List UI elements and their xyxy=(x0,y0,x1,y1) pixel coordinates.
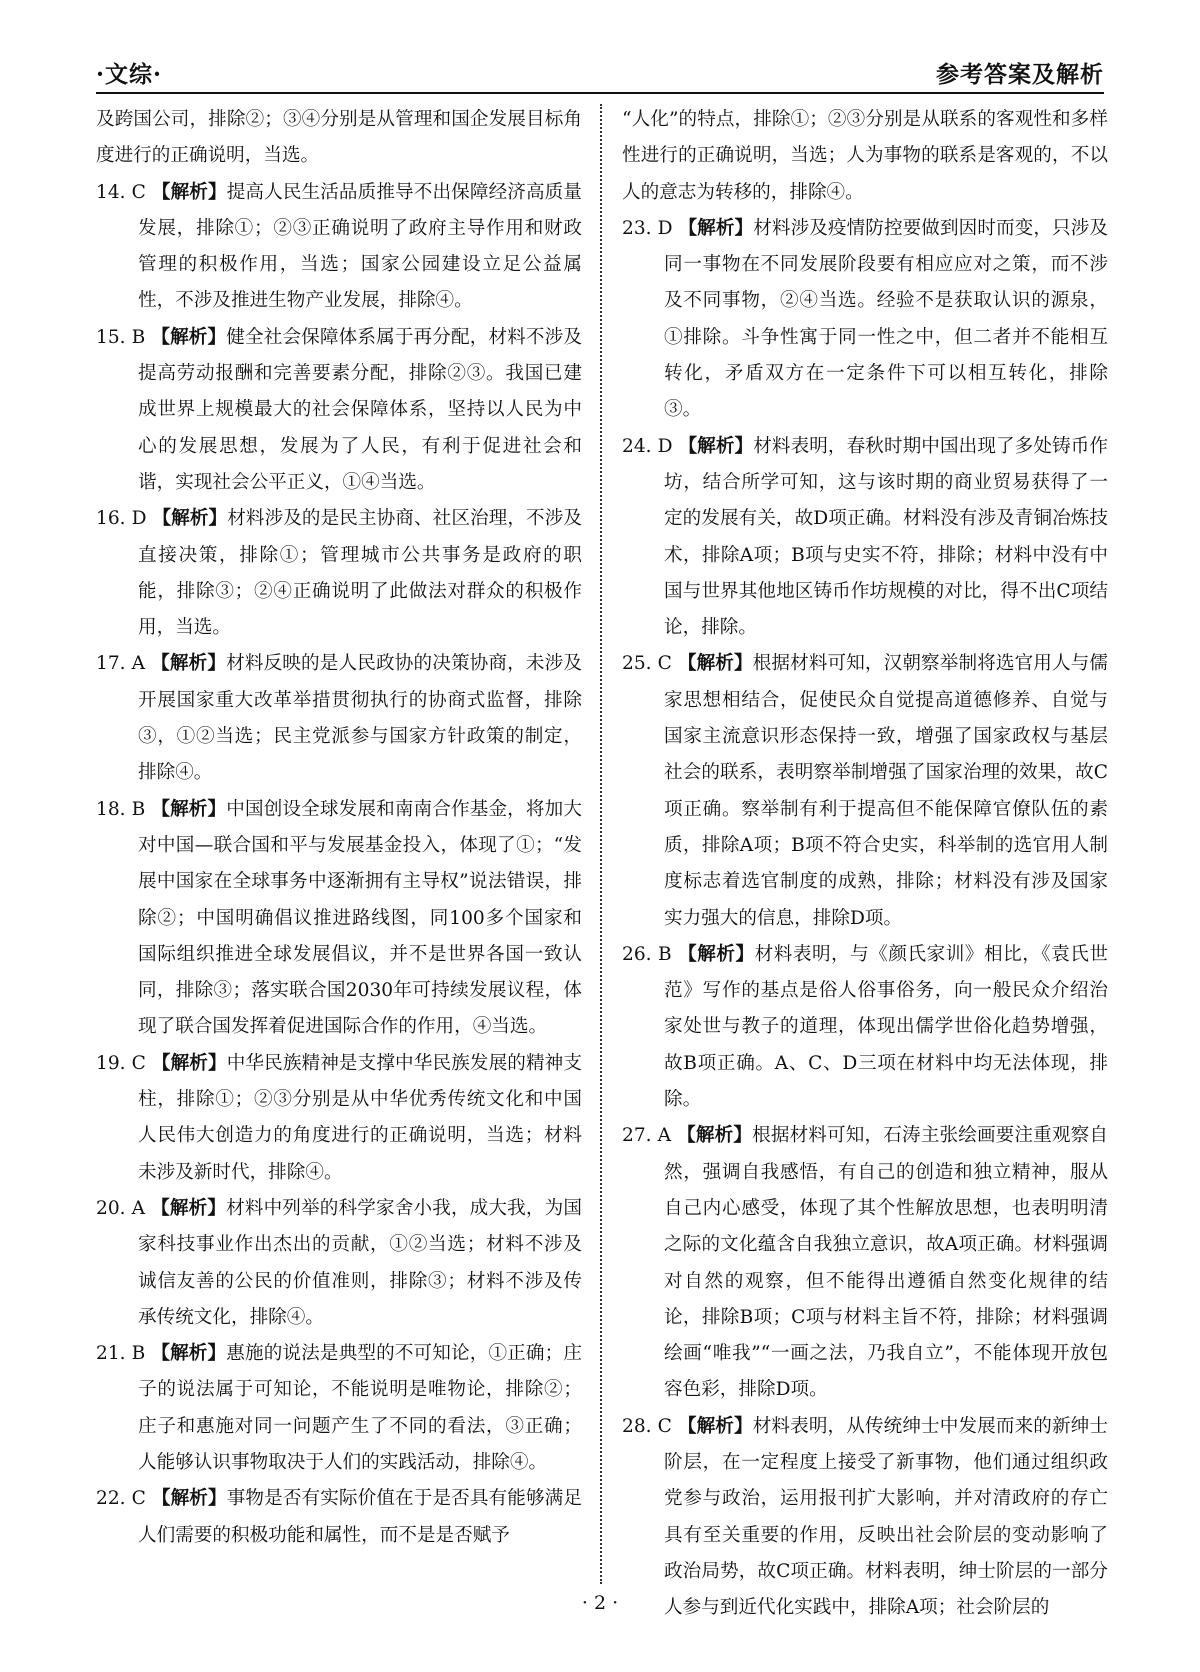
explanation-text: 材料中列举的科学家舍小我，成大我，为国家科技事业作出杰出的贡献，①②当选；材料不涉及诚信友善的公民的价值准则，排除③；材料不涉及传承传统文化，排除④。 xyxy=(138,1197,582,1328)
answer-entry xyxy=(622,429,1108,647)
question-number: 19. xyxy=(96,1052,126,1074)
answer-continuation xyxy=(96,102,582,175)
answer-letter: C xyxy=(131,1488,146,1510)
explanation-text: 惠施的说法是典型的不可知论，①正确；庄子的说法属于可知论，不能说明是唯物论，排除②；庄子和惠施对同一问题产生了不同的看法，③正确；人能够认识事物取决于人们的实践活动，排除④。 xyxy=(138,1343,582,1473)
explanation-text: 材料涉及疫情防控要做到因时而变，只涉及同一事物在不同发展阶段要有相应应对之策，而不涉及不同事物，②④当选。经验不是获取认识的源泉，①排除。斗争性寓于同一性之中，但二者并不能相互转化，矛盾双方在一定条件下可以相互转化，排除③。 xyxy=(664,217,1108,421)
question-number: 15. xyxy=(96,326,126,348)
analysis-tag: 【解析】 xyxy=(152,508,228,530)
answer-entry xyxy=(96,1336,582,1481)
analysis-tag: 【解析】 xyxy=(677,653,753,675)
question-number: 26. xyxy=(622,943,652,965)
question-number: 17. xyxy=(96,653,126,675)
answer-letter: C xyxy=(131,1052,146,1074)
answer-entry xyxy=(96,646,582,791)
answer-letter: B xyxy=(658,943,672,965)
question-number: 27. xyxy=(622,1125,652,1147)
question-number: 14. xyxy=(96,181,126,203)
header-rule xyxy=(96,92,1104,94)
analysis-tag: 【解析】 xyxy=(151,326,227,348)
answer-entry xyxy=(622,211,1108,429)
right-column xyxy=(622,102,1108,1626)
question-number: 23. xyxy=(622,217,652,239)
question-number: 18. xyxy=(96,798,126,820)
answer-entry xyxy=(96,1046,582,1191)
answer-entry xyxy=(622,1118,1108,1408)
explanation-text: 材料表明，春秋时期中国出现了多处铸币作坊，结合所学可知，这与该时期的商业贸易获得了一定的发展有关，故D项正确。材料没有涉及青铜冶炼技术，排除A项；B项与史实不符，排除；材料中没有中国与世界其他地区铸币作坊规模的对比，得不出C项结论，排除。 xyxy=(664,435,1108,639)
answer-entry xyxy=(96,1191,582,1336)
analysis-tag: 【解析】 xyxy=(678,435,754,457)
analysis-tag: 【解析】 xyxy=(151,1343,227,1365)
left-column xyxy=(96,102,582,1554)
page-header xyxy=(96,52,1104,92)
answer-entry xyxy=(622,937,1108,1118)
explanation-text: “人化”的特点，排除①；②③分别是从联系的客观性和多样性进行的正确说明，当选；人为事物的联系是客观的，不以人的意志为转移的，排除④。 xyxy=(622,109,1108,203)
question-number: 24. xyxy=(622,435,652,457)
answer-entry xyxy=(96,320,582,501)
question-number: 28. xyxy=(622,1415,652,1437)
explanation-text: 中国创设全球发展和南南合作基金，将加大对中国—联合国和平与发展基金投入，体现了①；“发展中国家在全球事务中逐渐拥有主导权”说法错误，排除②；中国明确倡议推进路线图，同100多个国家和国际组织推进全球发展倡议，并不是世界各国一致认同，排除③；落实联合国2030年可持续发展议程，体现了联合国发挥着促进国际合作的作用，④当选。 xyxy=(138,798,582,1038)
question-number: 22. xyxy=(96,1488,126,1510)
answer-letter: D xyxy=(657,217,673,239)
question-number: 20. xyxy=(96,1197,126,1219)
analysis-tag: 【解析】 xyxy=(678,943,755,965)
explanation-text: 材料表明，从传统绅士中发展而来的新绅士阶层，在一定程度上接受了新事物，他们通过组织政党参与政治，运用报刊扩大影响，并对清政府的存亡具有至关重要的作用，反映出社会阶层的变动影响了政治局势，故C项正确。材料表明，绅士阶层的一部分人参与到近代化实践中，排除A项；社会阶层的 xyxy=(664,1415,1108,1619)
explanation-text: 中华民族精神是支撑中华民族发展的精神支柱，排除①；②③分别是从中华优秀传统文化和中国人民伟大创造力的角度进行的正确说明，当选；材料未涉及新时代，排除④。 xyxy=(138,1052,582,1183)
explanation-text: 根据材料可知，汉朝察举制将选官用人与儒家思想相结合，促使民众自觉提高道德修养、自觉与国家主流意识形态保持一致，增强了国家政权与基层社会的联系，表明察举制增强了国家治理的效果，故C项正确。察举制有利于提高但不能保障官僚队伍的素质，排除A项；B项不符合史实，科举制的选官用人制度标志着选官制度的成熟，排除；材料没有涉及国家实力强大的信息，排除D项。 xyxy=(664,653,1108,929)
question-number: 16. xyxy=(96,508,126,530)
explanation-text: 事物是否有实际价值在于是否具有能够满足人们需要的积极功能和属性，而不是是否赋予 xyxy=(138,1488,582,1546)
answer-letter: B xyxy=(131,1343,146,1365)
answer-letter: B xyxy=(131,326,146,348)
explanation-text: 健全社会保障体系属于再分配，材料不涉及提高劳动报酬和完善要素分配，排除②③。我国已建成世界上规模最大的社会保障体系，坚持以人民为中心的发展思想，发展为了人民，有利于促进社会和谐，实现社会公平正义，①④当选。 xyxy=(138,326,582,493)
analysis-tag: 【解析】 xyxy=(677,1415,753,1437)
analysis-tag: 【解析】 xyxy=(151,1052,227,1074)
analysis-tag: 【解析】 xyxy=(151,1488,227,1510)
answer-letter: D xyxy=(131,508,147,530)
answer-letter: C xyxy=(131,181,146,203)
analysis-tag: 【解析】 xyxy=(677,1125,753,1147)
question-number: 21. xyxy=(96,1343,126,1365)
answer-letter: D xyxy=(657,435,673,457)
answer-entry xyxy=(96,792,582,1046)
explanation-text: 材料反映的是人民政协的决策协商，未涉及开展国家重大改革举措贯彻执行的协商式监督，排除③，①②当选；民主党派参与国家方针政策的制定，排除④。 xyxy=(138,653,582,784)
answer-entry xyxy=(96,175,582,320)
explanation-text: 材料表明，与《颜氏家训》相比，《袁氏世范》写作的基点是俗人俗事俗务，向一般民众介绍治家处世与教子的道理，体现出儒学世俗化趋势增强，故B项正确。A、C、D三项在材料中均无法体现，排除。 xyxy=(664,943,1108,1111)
answer-letter: C xyxy=(657,1415,672,1437)
column-divider xyxy=(600,104,602,1584)
answer-entry xyxy=(96,1481,582,1554)
header-title: 参考答案及解析 xyxy=(936,60,1104,88)
answer-entry xyxy=(96,501,582,646)
explanation-text: 材料涉及的是民主协商、社区治理，不涉及直接决策，排除①；管理城市公共事务是政府的职能，排除③；②④正确说明了此做法对群众的积极作用，当选。 xyxy=(138,508,582,639)
analysis-tag: 【解析】 xyxy=(151,653,227,675)
analysis-tag: 【解析】 xyxy=(151,1197,227,1219)
explanation-text: 根据材料可知，石涛主张绘画要注重观察自然，强调自我感悟，有自己的创造和独立精神，服从自己内心感受，体现了其个性解放思想，也表明明清之际的文化蕴含自我独立意识，故A项正确。材料强调对自然的观察，但不能得出遵循自然变化规律的结论，排除B项；C项与材料主旨不符，排除；材料强调绘画“唯我”“一画之法，乃我自立”，不能体现开放包容色彩，排除D项。 xyxy=(664,1125,1108,1401)
analysis-tag: 【解析】 xyxy=(151,798,227,820)
answer-letter: A xyxy=(131,653,146,675)
answer-entry xyxy=(622,646,1108,936)
analysis-tag: 【解析】 xyxy=(151,181,227,203)
answer-letter: B xyxy=(131,798,146,820)
page-number: · 2 · xyxy=(581,1592,619,1614)
answer-letter: A xyxy=(131,1197,146,1219)
answer-letter: C xyxy=(657,653,672,675)
header-subject: ·文综· xyxy=(96,60,163,88)
question-number: 25. xyxy=(622,653,652,675)
analysis-tag: 【解析】 xyxy=(678,217,754,239)
explanation-text: 提高人民生活品质推导不出保障经济高质量发展，排除①；②③正确说明了政府主导作用和财政管理的积极作用，当选；国家公园建设立足公益属性，不涉及推进生物产业发展，排除④。 xyxy=(138,181,582,312)
answer-continuation xyxy=(622,102,1108,211)
explanation-text: 及跨国公司，排除②；③④分别是从管理和国企发展目标角度进行的正确说明，当选。 xyxy=(96,109,582,167)
answer-letter: A xyxy=(657,1125,672,1147)
